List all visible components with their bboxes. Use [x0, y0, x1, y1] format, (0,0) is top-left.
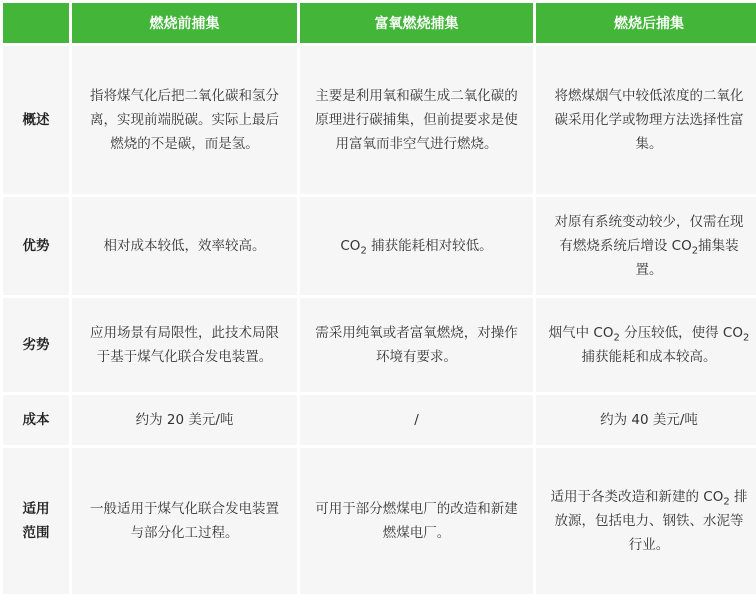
cell-cost-pre: 约为 20 美元/吨: [72, 395, 297, 445]
text-part: 捕获能耗和成本较高。: [581, 349, 717, 365]
cell-cost-post: 约为 40 美元/吨: [536, 395, 756, 445]
cell-disadvantage-post: [536, 298, 756, 392]
cell-overview-pre: 指将煤气化后把二氧化碳和氢分离，实现前端脱碳。实际上最后燃烧的不是碳，而是氢。: [72, 46, 297, 194]
text-part: 适用于各类改造和新建的 CO: [550, 489, 724, 505]
cell-advantage-pre: 相对成本较低，效率较高。: [72, 197, 297, 295]
text-part: 捕获能耗相对较低。: [366, 238, 493, 254]
label-line: 适用: [22, 501, 50, 517]
subscript: 2: [723, 496, 730, 508]
cell-scope-pre: 一般适用于煤气化联合发电装置与部分化工过程。: [72, 448, 297, 594]
row-cost: [3, 395, 756, 445]
subscript: 2: [691, 245, 699, 257]
cell-disadvantage-pre: 应用场景有局限性，此技术局限于基于煤气化联合发电装置。: [72, 298, 297, 392]
header-post-combustion: 燃烧后捕集: [536, 3, 756, 43]
row-label-advantage: 优势: [3, 197, 69, 295]
label-line: 范围: [22, 525, 50, 541]
row-scope: [3, 448, 756, 594]
row-label-scope: [3, 448, 69, 594]
subscript: 2: [613, 332, 620, 344]
row-label-disadvantage: 劣势: [3, 298, 69, 392]
cell-scope-oxy: 可用于部分燃煤电厂的改造和新建燃煤电厂。: [300, 448, 533, 594]
cell-disadvantage-oxy: 需采用纯氧或者富氧燃烧，对操作环境有要求。: [300, 298, 533, 392]
cell-overview-post: 将燃煤烟气中较低浓度的二氧化碳采用化学或物理方法选择性富集。: [536, 46, 756, 194]
header-corner: [3, 3, 69, 43]
cell-advantage-post: [536, 197, 756, 295]
text-part: CO: [340, 238, 361, 254]
row-advantage: [3, 197, 756, 295]
text-part: 分压较低，使得 CO: [619, 325, 743, 341]
row-overview: [3, 46, 756, 194]
row-label-overview: 概述: [3, 46, 69, 194]
cell-overview-oxy: 主要是利用氧和碳生成二氧化碳的原理进行碳捕集，但前提要求是使用富氧而非空气进行燃烧。: [300, 46, 533, 194]
header-pre-combustion: 燃烧前捕集: [72, 3, 297, 43]
row-label-cost: 成本: [3, 395, 69, 445]
cell-cost-oxy: /: [300, 395, 533, 445]
subscript: 2: [742, 332, 750, 344]
header-row: [3, 3, 756, 43]
subscript: 2: [360, 245, 367, 257]
header-oxy-combustion: 富氧燃烧捕集: [300, 3, 533, 43]
cell-advantage-oxy: [300, 197, 533, 295]
text-part: 捕集装置。: [635, 238, 739, 278]
cell-scope-post: [536, 448, 756, 594]
row-disadvantage: [3, 298, 756, 392]
text-part: 对原有系统变动较少，仅需在现有燃烧系统后增设 CO: [554, 214, 744, 254]
text-part: 排放源，包括电力、钢铁、水泥等行业。: [554, 489, 748, 553]
text-part: 烟气中 CO: [548, 325, 614, 341]
